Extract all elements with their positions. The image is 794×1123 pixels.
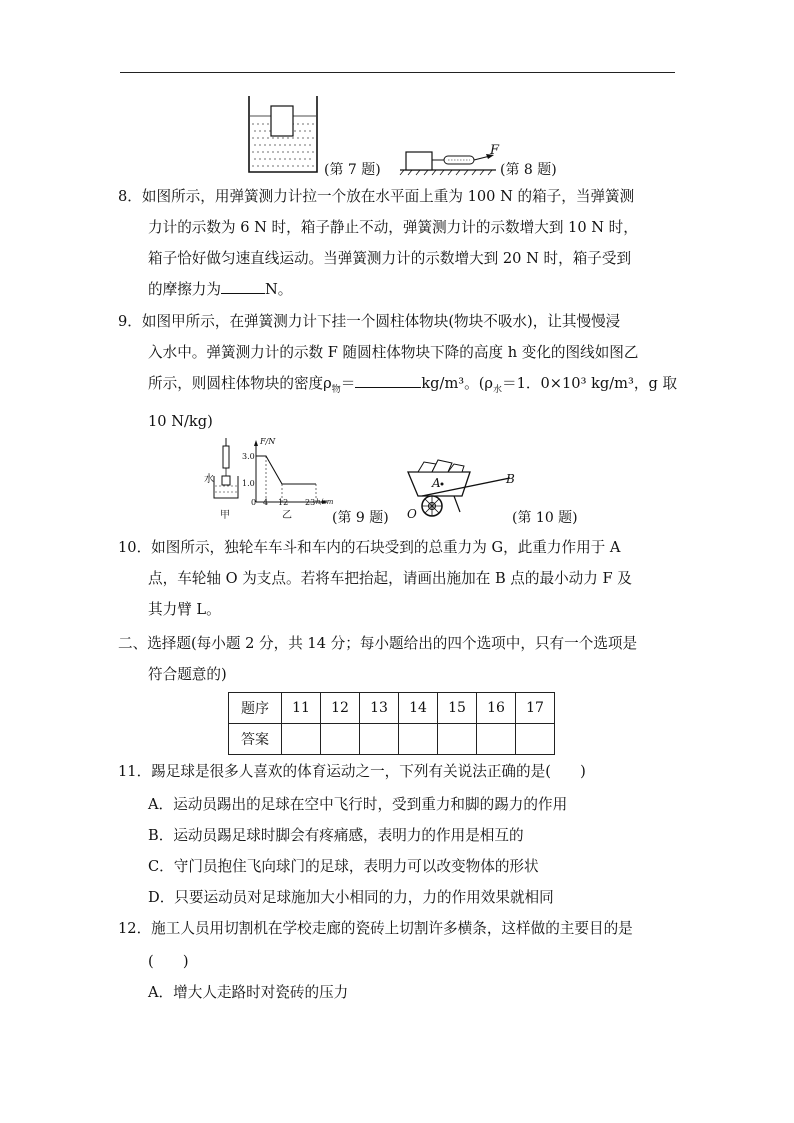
question-11-option-d[interactable]: D．只要运动员对足球施加大小相同的力，力的作用效果就相同 — [148, 889, 554, 906]
answer-table-answer-row — [229, 724, 555, 755]
section-2-heading — [118, 628, 680, 690]
question-12-stem: 12．施工人员用切割机在学校走廊的瓷砖上切割许多横条，这样做的主要目的是 — [118, 920, 633, 937]
answer-cell[interactable] — [399, 724, 438, 755]
question-10-line1: 10．如图所示，独轮车车斗和车内的石块受到的总重力为 G，此重力作用于 A — [118, 539, 621, 556]
answer-cell[interactable] — [282, 724, 321, 755]
question-10-line3: 其力臂 L。 — [148, 601, 221, 618]
figure-10-point-A: A — [432, 476, 441, 490]
answer-table — [228, 692, 555, 755]
answer-table-question-number: 14 — [399, 693, 438, 724]
question-8-line2: 力计的示数为 6 N 时，箱子静止不动，弹簧测力计的示数增大到 10 N 时， — [148, 219, 638, 236]
figure-7-caption: (第 7 题) — [324, 162, 381, 178]
question-9-line1: 9．如图甲所示，在弹簧测力计下挂一个圆柱体物块(物块不吸水)，让其慢慢浸 — [118, 313, 621, 330]
answer-table-header-label: 题序 — [229, 693, 282, 724]
question-9-line2: 入水中。弹簧测力计的示数 F 随圆柱体物块下降的高度 h 变化的图线如图乙 — [148, 344, 639, 361]
figure-10-caption: (第 10 题) — [512, 510, 578, 526]
answer-table-question-number: 15 — [438, 693, 477, 724]
figure-9-x-tick-12: 12 — [278, 498, 289, 507]
figure-9-f-axis-label: F/N — [260, 437, 276, 446]
answer-cell[interactable] — [438, 724, 477, 755]
question-11-option-a[interactable]: A．运动员踢出的足球在空中飞行时，受到重力和脚的踢力的作用 — [148, 796, 568, 813]
figure-7-beaker — [246, 96, 322, 176]
question-8-line4 — [118, 274, 680, 305]
figure-9-caption: (第 9 题) — [332, 510, 389, 526]
question-9-line3-a: 所示，则圆柱体物块的密度ρ — [148, 375, 332, 392]
figure-9-x-tick-4: 4 — [263, 498, 269, 507]
figure-8-box-spring — [398, 140, 500, 176]
question-10 — [118, 532, 680, 625]
answer-table-header-row — [229, 693, 555, 724]
answer-table-question-number: 11 — [282, 693, 321, 724]
question-12-option-a[interactable]: A．增大人走路时对瓷砖的压力 — [148, 984, 349, 1001]
question-11-stem: 11．踢足球是很多人喜欢的体育运动之一，下列有关说法正确的是( ) — [118, 763, 586, 780]
answer-cell[interactable] — [477, 724, 516, 755]
question-8 — [118, 181, 680, 305]
figure-9-y-tick-1: 1.0 — [242, 479, 255, 488]
question-12-answer-paren: ( ) — [148, 953, 189, 970]
question-8-line4-pre: 的摩擦力为 — [148, 281, 221, 298]
figure-9-water-label: 水 — [204, 474, 214, 485]
figure-10-wheelbarrow — [402, 458, 520, 522]
question-9-line4: 10 N/kg) — [148, 412, 213, 430]
answer-table-question-number: 16 — [477, 693, 516, 724]
answer-cell[interactable] — [516, 724, 555, 755]
section-2-line1: 二、选择题(每小题 2 分，共 14 分；每小题给出的四个选项中，只有一个选项是 — [118, 635, 638, 652]
question-9-line3-c: kg/m³。(ρ — [421, 375, 494, 392]
answer-table-question-number: 13 — [360, 693, 399, 724]
answer-table-question-number: 17 — [516, 693, 555, 724]
answer-table-answer-label: 答案 — [229, 724, 282, 755]
question-10-line2: 点，车轮轴 O 为支点。若将车把抬起，请画出施加在 B 点的最小动力 F 及 — [148, 570, 632, 587]
answer-table-question-number: 12 — [321, 693, 360, 724]
figure-9-jia-label: 甲 — [220, 510, 230, 521]
question-9-answer-blank[interactable] — [355, 373, 421, 388]
question-11-option-b[interactable]: B．运动员踢足球时脚会有疼痛感，表明力的作用是相互的 — [148, 827, 524, 844]
figure-10-point-B: B — [506, 472, 515, 486]
header-rule — [120, 72, 675, 73]
question-9-rho-water-sub: 水 — [493, 384, 503, 395]
question-8-line4-post: N。 — [264, 281, 293, 298]
figure-8-force-label: F — [490, 143, 500, 158]
figure-10-point-O: O — [407, 507, 417, 521]
answer-cell[interactable] — [321, 724, 360, 755]
question-8-answer-blank[interactable] — [221, 279, 265, 294]
figure-9-x-tick-0: 0 — [251, 498, 257, 507]
section-2-line2: 符合题意的) — [148, 666, 227, 683]
question-8-line1: 8．如图所示，用弹簧测力计拉一个放在水平面上重为 100 N 的箱子，当弹簧测 — [118, 188, 635, 205]
question-9-rho-sub: 物 — [331, 384, 341, 395]
figure-9-yi-label: 乙 — [282, 510, 292, 521]
figure-9-y-tick-3: 3.0 — [242, 452, 255, 461]
figure-9-x-tick-23: 23 — [305, 498, 316, 507]
question-8-line3: 箱子恰好做匀速直线运动。当弹簧测力计的示数增大到 20 N 时，箱子受到 — [148, 250, 632, 267]
question-9 — [118, 306, 680, 437]
question-9-line3 — [118, 368, 680, 406]
question-11-option-c[interactable]: C．守门员抱住飞向球门的足球，表明力可以改变物体的形状 — [148, 858, 539, 875]
answer-cell[interactable] — [360, 724, 399, 755]
figure-8-caption: (第 8 题) — [500, 162, 557, 178]
question-9-line3-d: ＝1．0×10³ kg/m³，g 取 — [502, 375, 678, 392]
figure-9-h-axis-label: h/cm — [316, 498, 334, 506]
question-9-line3-eq: ＝ — [340, 375, 356, 392]
